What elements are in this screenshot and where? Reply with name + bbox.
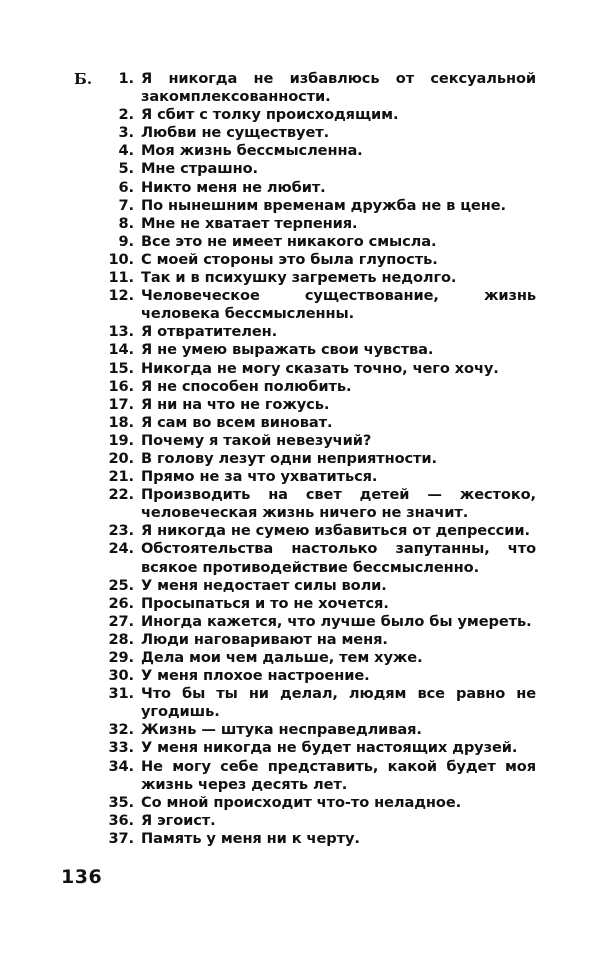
item-text: Я отвратителен.	[141, 323, 278, 341]
item-text: С моей стороны это была глупость.	[141, 250, 438, 268]
list-item	[0, 432, 536, 450]
item-text: Мне не хватает терпения.	[141, 214, 358, 232]
item-number: 13.	[108, 323, 134, 341]
item-number: 19.	[108, 431, 134, 449]
item-text: Я никогда не сумею избавиться от депрессии.	[141, 522, 530, 540]
item-text: Я сам во всем виноват.	[141, 413, 333, 431]
item-text: Прямо не за что ухватиться.	[141, 468, 378, 486]
item-number: 30.	[108, 667, 134, 685]
item-text: Я сбит с толку происходящим.	[141, 106, 399, 124]
item-number: 6.	[118, 178, 134, 196]
item-text: Все это не имеет никакого смысла.	[141, 232, 437, 250]
item-text: У меня плохое настроение.	[141, 667, 370, 685]
item-number: 22.	[108, 486, 134, 504]
item-number: 16.	[108, 377, 134, 395]
item-number: 21.	[108, 468, 134, 486]
item-text: Со мной происходит что-то неладное.	[141, 793, 462, 811]
list-item	[0, 540, 536, 576]
item-number: 20.	[108, 449, 134, 467]
item-text: Память у меня ни к черту.	[141, 829, 360, 847]
list-item	[0, 233, 536, 251]
list-item	[0, 396, 536, 414]
list-item	[0, 269, 536, 287]
item-text: Человеческое существование, жизнь человека бессмысленны.	[141, 287, 536, 323]
item-number: 26.	[108, 594, 134, 612]
item-number: 4.	[118, 142, 134, 160]
item-number: 32.	[108, 721, 134, 739]
item-number: 8.	[118, 214, 134, 232]
item-number: 11.	[108, 269, 134, 287]
item-text: Обстоятельства настолько запутанны, что всякое противодействие бессмысленно.	[141, 540, 536, 576]
item-number: 27.	[108, 612, 134, 630]
list-item	[0, 287, 536, 323]
list-item	[0, 739, 536, 757]
item-text: У меня недостает силы воли.	[141, 576, 387, 594]
item-text: Не могу себе представить, какой будет моя жизнь через десять лет.	[141, 757, 536, 793]
item-number: 33.	[108, 739, 134, 757]
list-item	[0, 251, 536, 269]
list-item	[0, 794, 536, 812]
item-text: Жизнь — штука несправедливая.	[141, 721, 422, 739]
list-item	[0, 649, 536, 667]
list-item	[0, 667, 536, 685]
list-item	[0, 577, 536, 595]
item-number: 7.	[118, 196, 134, 214]
item-number: 35.	[108, 793, 134, 811]
item-number: 36.	[108, 811, 134, 829]
list-item	[0, 197, 536, 215]
item-text: У меня никогда не будет настоящих друзей.	[141, 739, 518, 757]
list-item	[0, 142, 536, 160]
list-item	[0, 378, 536, 396]
item-number: 17.	[108, 395, 134, 413]
list-item	[0, 179, 536, 197]
item-number: 3.	[118, 124, 134, 142]
list-item	[0, 758, 536, 794]
list-item	[0, 160, 536, 178]
item-text: Моя жизнь бессмысленна.	[141, 142, 363, 160]
item-number: 23.	[108, 522, 134, 540]
item-text: Производить на свет детей — жестоко, человеческая жизнь ничего не значит.	[141, 486, 536, 522]
item-text: Так и в психушку загреметь недолго.	[141, 269, 457, 287]
statement-list	[0, 70, 600, 848]
item-text: Что бы ты ни делал, людям все равно не угодишь.	[141, 685, 536, 721]
list-item	[0, 830, 536, 848]
item-number: 18.	[108, 413, 134, 431]
item-text: Почему я такой невезучий?	[141, 431, 372, 449]
item-text: Я эгоист.	[141, 811, 216, 829]
item-text: Я ни на что не гожусь.	[141, 395, 330, 413]
list-item	[0, 414, 536, 432]
item-number: 29.	[108, 649, 134, 666]
item-number: 1.	[118, 70, 134, 87]
list-item	[0, 613, 536, 631]
list-item	[0, 812, 536, 830]
list-item	[0, 631, 536, 649]
item-text: Люди наговаривают на меня.	[141, 630, 388, 648]
list-item	[0, 685, 536, 721]
list-item	[0, 323, 536, 341]
item-text: Никто меня не любит.	[141, 178, 326, 196]
list-item	[0, 450, 536, 468]
item-number: 34.	[108, 757, 134, 775]
item-text: Я не способен полюбить.	[141, 377, 352, 395]
list-item	[0, 468, 536, 486]
item-number: 24.	[108, 540, 134, 558]
item-number: 37.	[108, 829, 134, 847]
list-item	[0, 721, 536, 739]
list-item	[0, 595, 536, 613]
item-text: Мне страшно.	[141, 160, 258, 178]
item-number: 25.	[108, 576, 134, 594]
item-number: 31.	[108, 685, 134, 703]
item-text: Я не умею выражать свои чувства.	[141, 341, 434, 359]
list-item	[0, 522, 536, 540]
item-number: 5.	[118, 160, 134, 178]
list-item	[0, 215, 536, 233]
item-text: По нынешним временам дружба не в цене.	[141, 196, 506, 214]
item-number: 15.	[108, 359, 134, 377]
section-label: Б.	[74, 70, 93, 88]
item-number: 28.	[108, 630, 134, 648]
item-number: 2.	[118, 106, 134, 124]
list-item	[0, 360, 536, 378]
item-text: Никогда не могу сказать точно, чего хочу.	[141, 359, 499, 377]
list-item	[0, 106, 536, 124]
item-text: Любви не существует.	[141, 124, 330, 142]
list-item	[0, 486, 536, 522]
item-text: Дела мои чем дальше, тем хуже.	[141, 649, 423, 666]
list-item	[0, 70, 536, 106]
item-text: В голову лезут одни неприятности.	[141, 449, 437, 467]
page-number: 136	[61, 866, 103, 888]
list-item	[0, 124, 536, 142]
item-text: Я никогда не избавлюсь от сексуальной закомплексованности.	[141, 70, 536, 106]
item-number: 14.	[108, 341, 134, 359]
item-text: Просыпаться и то не хочется.	[141, 594, 389, 612]
item-number: 10.	[108, 250, 134, 268]
item-text: Иногда кажется, что лучше было бы умереть.	[141, 612, 532, 630]
item-number: 9.	[118, 232, 134, 250]
item-number: 12.	[108, 287, 134, 305]
list-item	[0, 341, 536, 359]
